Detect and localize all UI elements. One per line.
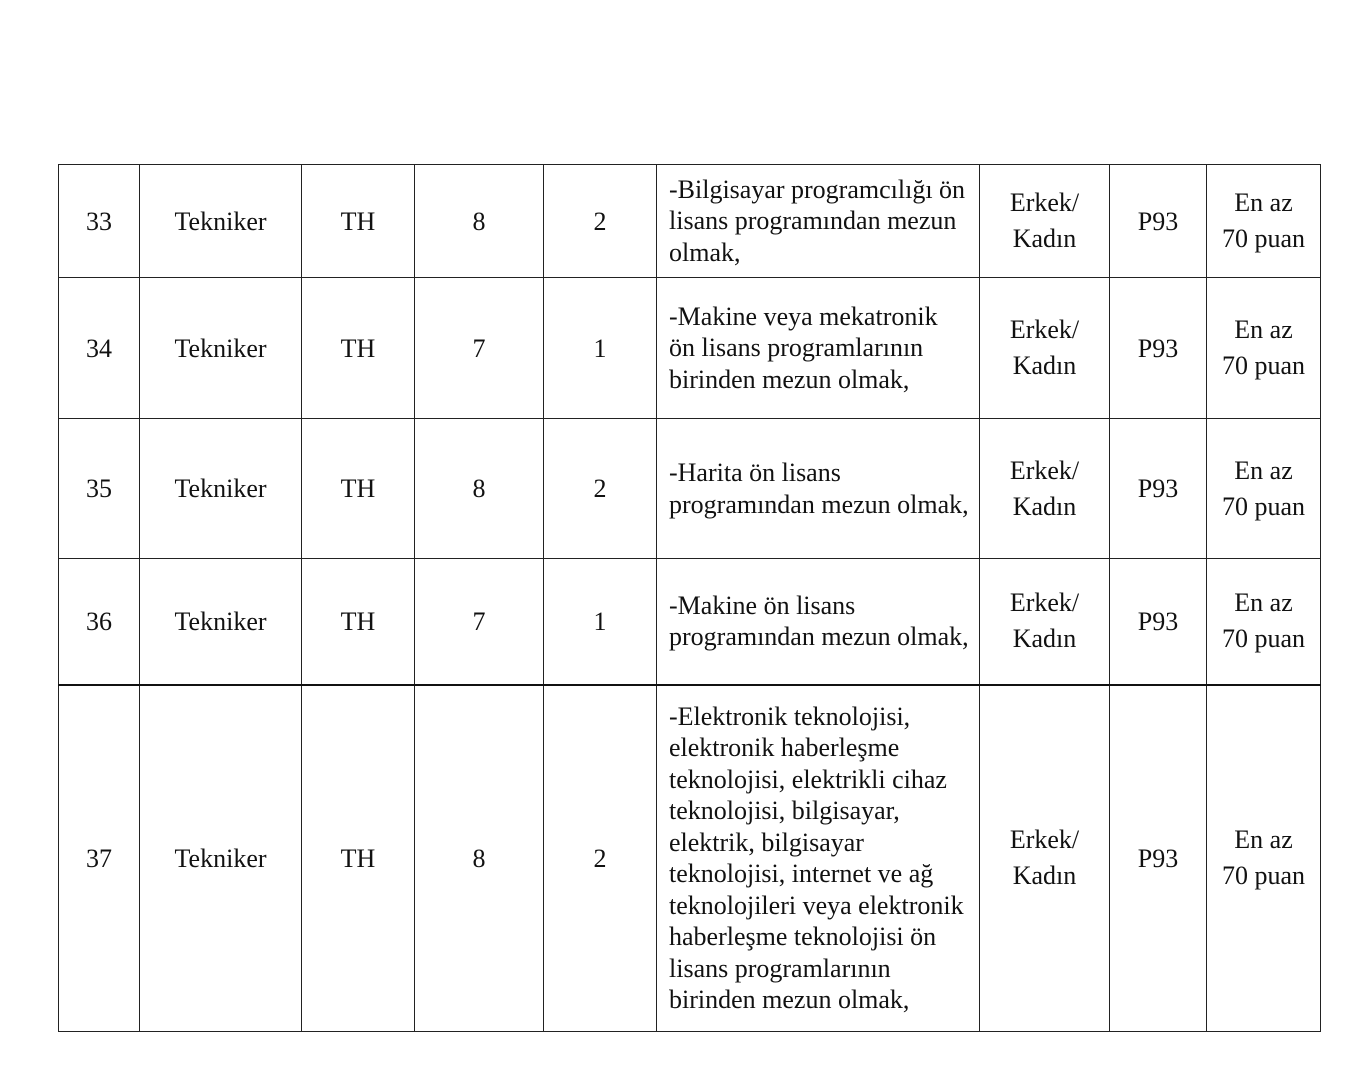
gender-line-1: Erkek/ [1009,455,1080,485]
min-score-line-1: En az [1234,455,1293,485]
row-number: 36 [59,559,140,685]
position-title: Tekniker [140,685,302,1032]
position-code: TH [302,278,415,419]
position-grade: 7 [415,559,544,685]
gender-cell [980,559,1110,685]
gender-line-2: Kadın [1012,624,1077,654]
qualification-text: -Makine ön lisans programından mezun olmak, [657,559,980,685]
position-code: TH [302,559,415,685]
position-grade: 8 [415,685,544,1032]
table-row [59,685,1321,1032]
min-score-cell [1207,419,1321,559]
min-score-line-2: 70 puan [1221,224,1306,253]
min-score-line-2: 70 puan [1221,861,1306,891]
table-row [59,165,1321,278]
gender-line-1: Erkek/ [1009,588,1080,618]
min-score-cell [1207,165,1321,278]
gender-line-2: Kadın [1012,491,1077,521]
position-grade: 8 [415,419,544,559]
min-score-cell [1207,278,1321,419]
gender-line-1: Erkek/ [1009,188,1080,217]
gender-cell [980,685,1110,1032]
position-count: 2 [544,685,657,1032]
position-code: TH [302,685,415,1032]
table-row [59,559,1321,685]
gender-line-2: Kadın [1012,351,1077,380]
score-type: P93 [1110,165,1207,278]
min-score-cell [1207,685,1321,1032]
table-row [59,278,1321,419]
min-score-cell [1207,559,1321,685]
gender-line-2: Kadın [1012,861,1077,891]
position-grade: 7 [415,278,544,419]
position-code: TH [302,419,415,559]
position-count: 1 [544,278,657,419]
position-title: Tekniker [140,278,302,419]
min-score-line-2: 70 puan [1221,351,1306,380]
position-title: Tekniker [140,165,302,278]
min-score-line-1: En az [1234,825,1293,855]
gender-line-1: Erkek/ [1009,315,1080,344]
qualification-text: -Makine veya mekatronik ön lisans programlarının birinden mezun olmak, [657,278,980,419]
qualification-text: -Elektronik teknolojisi, elektronik haberleşme teknolojisi, elektrikli cihaz teknolojisi, bilgisayar, elektrik, bilgisayar teknolojisi, internet ve ağ teknolojileri veya elektronik haberleşme teknolojisi ön lisans programlarının birinden mezun olmak, [657,685,980,1032]
qualification-text: -Harita ön lisans programından mezun olmak, [657,419,980,559]
position-title: Tekniker [140,559,302,685]
position-grade: 8 [415,165,544,278]
position-count: 2 [544,165,657,278]
gender-line-2: Kadın [1012,224,1077,253]
min-score-line-1: En az [1234,588,1293,618]
gender-cell [980,278,1110,419]
row-number: 35 [59,419,140,559]
min-score-line-1: En az [1234,315,1293,344]
row-number: 33 [59,165,140,278]
row-number: 34 [59,278,140,419]
position-title: Tekniker [140,419,302,559]
qualification-text: -Bilgisayar programcılığı ön lisans programından mezun olmak, [657,165,980,278]
positions-table [58,164,1321,1032]
position-count: 1 [544,559,657,685]
position-count: 2 [544,419,657,559]
score-type: P93 [1110,559,1207,685]
row-number: 37 [59,685,140,1032]
score-type: P93 [1110,419,1207,559]
min-score-line-2: 70 puan [1221,491,1306,521]
gender-cell [980,165,1110,278]
score-type: P93 [1110,685,1207,1032]
min-score-line-1: En az [1234,188,1293,217]
gender-line-1: Erkek/ [1009,825,1080,855]
min-score-line-2: 70 puan [1221,624,1306,654]
score-type: P93 [1110,278,1207,419]
position-code: TH [302,165,415,278]
table-row [59,419,1321,559]
gender-cell [980,419,1110,559]
